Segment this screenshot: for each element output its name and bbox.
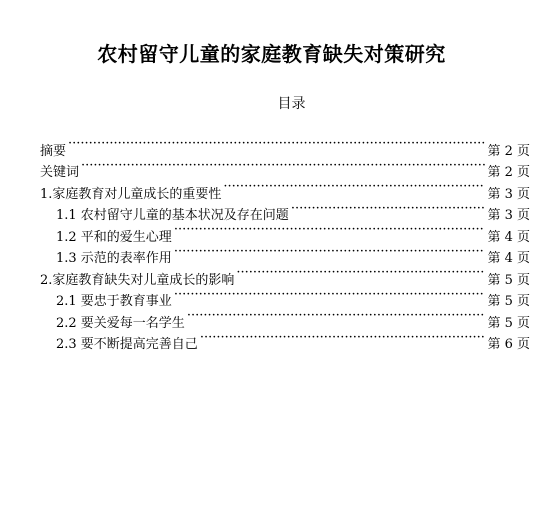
table-of-contents — [40, 133, 530, 352]
toc-entry[interactable] — [40, 155, 530, 180]
toc-dot-leader — [200, 327, 486, 349]
toc-entry-page: 第 4 页 — [487, 251, 530, 266]
toc-entry-label: 关键词 — [40, 165, 80, 180]
toc-dot-leader — [291, 198, 486, 220]
toc-entry-page: 第 6 页 — [487, 337, 530, 352]
toc-entry-page: 第 3 页 — [487, 208, 530, 223]
toc-entry-label: 摘要 — [40, 143, 67, 159]
toc-dot-leader — [68, 133, 485, 155]
toc-entry-page: 第 5 页 — [487, 294, 530, 309]
toc-entry-label: 1.家庭教育对儿童成长的重要性 — [40, 186, 222, 202]
toc-entry-label: 2.家庭教育缺失对儿童成长的影响 — [40, 272, 235, 288]
toc-heading: 目录 — [277, 96, 306, 112]
toc-entry-label: 2.1 要忠于教育事业 — [56, 294, 172, 309]
toc-dot-leader — [174, 241, 486, 263]
document-title: 农村留守儿童的家庭教育缺失对策研究 — [97, 42, 446, 66]
toc-entry-page: 第 2 页 — [487, 165, 530, 180]
toc-entry-label: 1.3 示范的表率作用 — [56, 251, 172, 266]
toc-entry-label: 2.2 要关爱每一名学生 — [56, 315, 185, 331]
toc-entry[interactable] — [40, 176, 530, 202]
toc-dot-leader — [187, 305, 486, 327]
toc-entry-page: 第 2 页 — [487, 143, 530, 159]
toc-entry-label: 1.1 农村留守儿童的基本状况及存在问题 — [56, 208, 289, 223]
toc-entry[interactable] — [40, 133, 530, 159]
toc-dot-leader — [174, 284, 486, 306]
toc-dot-leader — [174, 219, 486, 241]
toc-dot-leader — [223, 176, 485, 198]
toc-entry-label: 2.3 要不断提高完善自己 — [56, 337, 198, 352]
toc-entry-page: 第 4 页 — [487, 229, 530, 245]
toc-entry-page: 第 3 页 — [487, 186, 530, 202]
toc-entry-page: 第 5 页 — [487, 272, 530, 288]
toc-dot-leader — [81, 155, 485, 177]
toc-entry-label: 1.2 平和的爱生心理 — [56, 229, 172, 245]
toc-entry-page: 第 5 页 — [487, 315, 530, 331]
toc-dot-leader — [236, 262, 485, 284]
